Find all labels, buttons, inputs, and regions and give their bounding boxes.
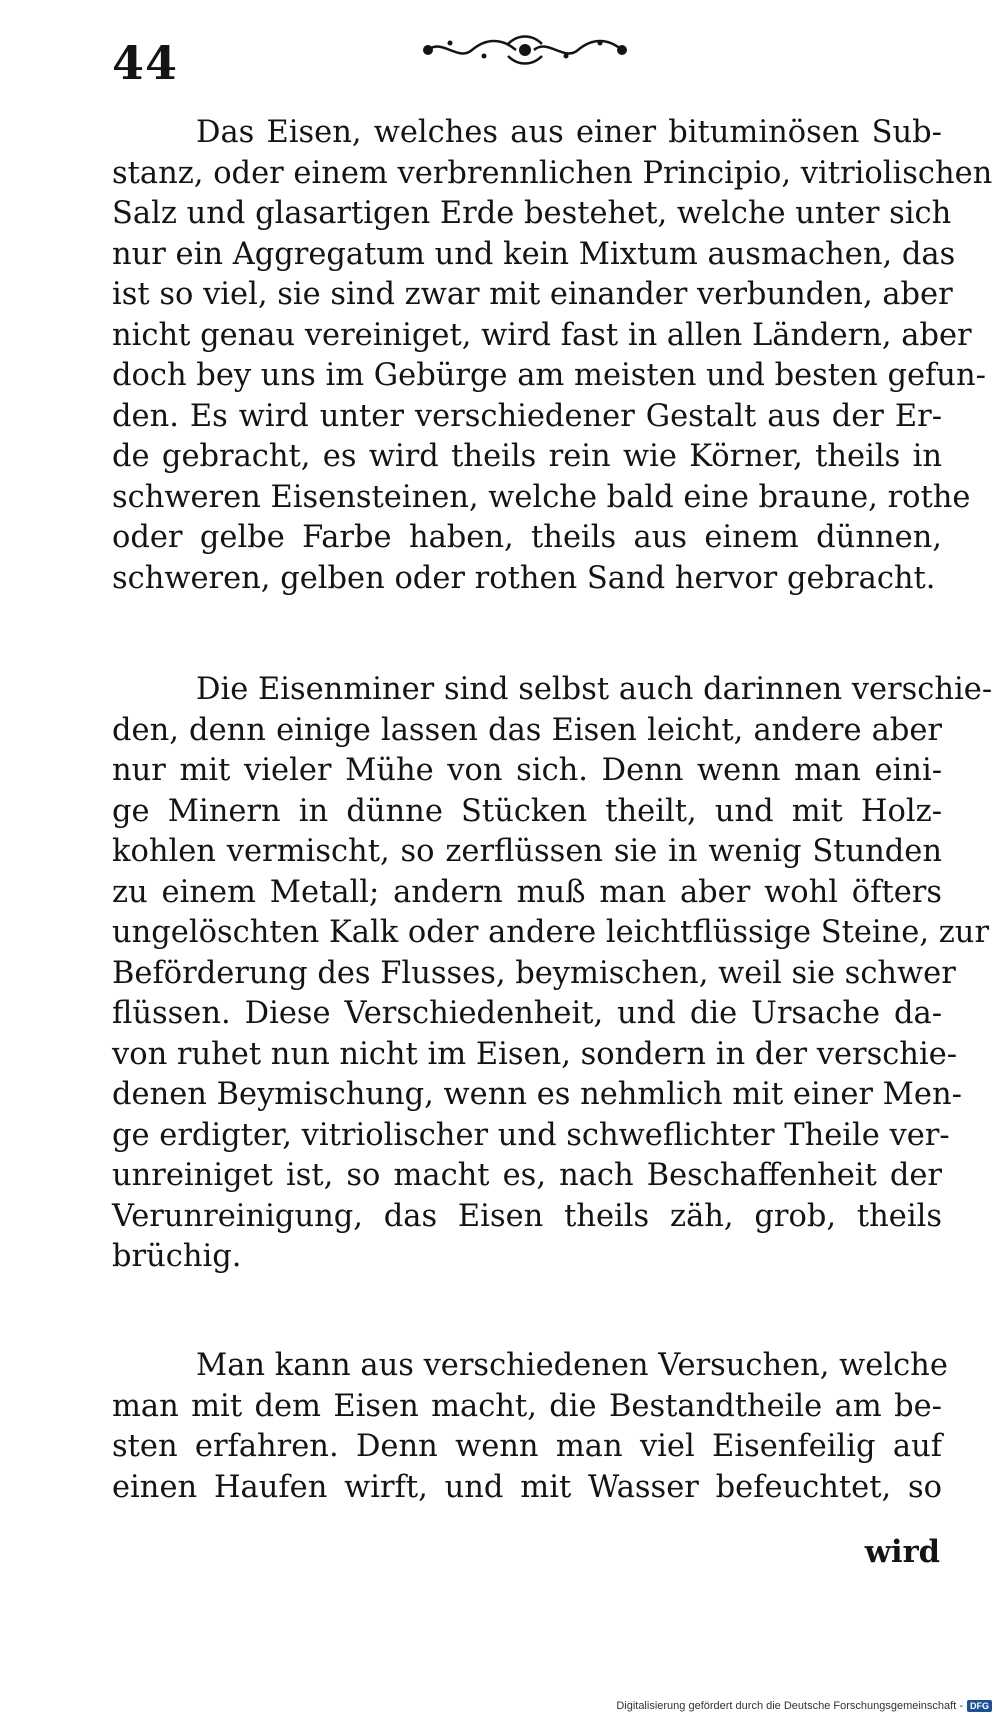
text-line: Verunreinigung, das Eisen theils zäh, grob, theils (112, 1198, 942, 1234)
text-line: einen Haufen wirft, und mit Wasser befeuchtet, so (112, 1469, 942, 1505)
text-line: den, denn einige lassen das Eisen leicht, andere aber (112, 712, 942, 748)
text-line: Die Eisenminer sind selbst auch darinnen verschie- (196, 672, 993, 707)
text-line: schweren, gelben oder rothen Sand hervor gebracht. (112, 560, 936, 596)
text-line: den. Es wird unter verschiedener Gestalt aus der Er- (112, 398, 942, 434)
text-line: flüssen. Diese Verschiedenheit, und die Ursache da- (112, 996, 942, 1031)
text-line: zu einem Metall; andern muß man aber wohl öfters (112, 874, 942, 910)
text-line: man mit dem Eisen macht, die Bestandtheile am be- (112, 1388, 942, 1424)
text-line: sten erfahren. Denn wenn man viel Eisenfeilig auf (112, 1429, 942, 1464)
text-line: Das Eisen, welches aus einer bituminösen Sub- (196, 115, 942, 150)
page-number: 44 (112, 36, 179, 90)
ornament-vignette-icon (420, 30, 630, 70)
paragraph-2 (112, 670, 993, 1278)
text-line: Beförderung des Flusses, beymischen, weil sie schwer (112, 955, 956, 991)
text-line: kohlen vermischt, so zerflüssen sie in wenig Stunden (112, 834, 942, 869)
catchword: wird (864, 1534, 940, 1570)
dfg-logo-icon: DFG (967, 1700, 992, 1712)
text-line: Salz und glasartigen Erde bestehet, welche unter sich (112, 196, 952, 231)
text-line: nur ein Aggregatum und kein Mixtum ausmachen, das (112, 236, 956, 272)
text-line: brüchig. (112, 1239, 242, 1274)
text-line: von ruhet nun nicht im Eisen, sondern in der verschie- (112, 1036, 958, 1072)
digitization-footer (616, 1700, 992, 1712)
text-line: denen Beymischung, wenn es nehmlich mit einer Men- (112, 1077, 962, 1112)
text-line: de gebracht, es wird theils rein wie Körner, theils in (112, 439, 942, 474)
text-line: nur mit vieler Mühe von sich. Denn wenn man eini- (112, 753, 942, 788)
text-line: doch bey uns im Gebürge am meisten und besten gefun- (112, 358, 986, 393)
footer-credit-text: Digitalisierung gefördert durch die Deutsche Forschungsgemeinschaft - (616, 1700, 963, 1712)
text-line: schweren Eisensteinen, welche bald eine braune, rothe (112, 479, 971, 515)
text-line: unreiniget ist, so macht es, nach Beschaffenheit der (112, 1158, 942, 1193)
text-line: ungelöschten Kalk oder andere leichtflüssige Steine, zur (112, 915, 990, 950)
text-line: stanz, oder einem verbrennlichen Principio, vitriolischen (112, 155, 993, 191)
text-line: ist so viel, sie sind zwar mit einander verbunden, aber (112, 277, 953, 312)
text-line: nicht genau vereiniget, wird fast in allen Ländern, aber (112, 317, 972, 353)
paragraph-1 (112, 113, 993, 599)
text-line: ge erdigter, vitriolischer und schweflichter Theile ver- (112, 1117, 950, 1153)
text-line: Man kann aus verschiedenen Versuchen, welche (196, 1348, 948, 1383)
text-line: ge Minern in dünne Stücken theilt, und mit Holz- (112, 793, 942, 829)
text-line: oder gelbe Farbe haben, theils aus einem dünnen, (112, 520, 942, 555)
paragraph-3 (112, 1346, 948, 1508)
